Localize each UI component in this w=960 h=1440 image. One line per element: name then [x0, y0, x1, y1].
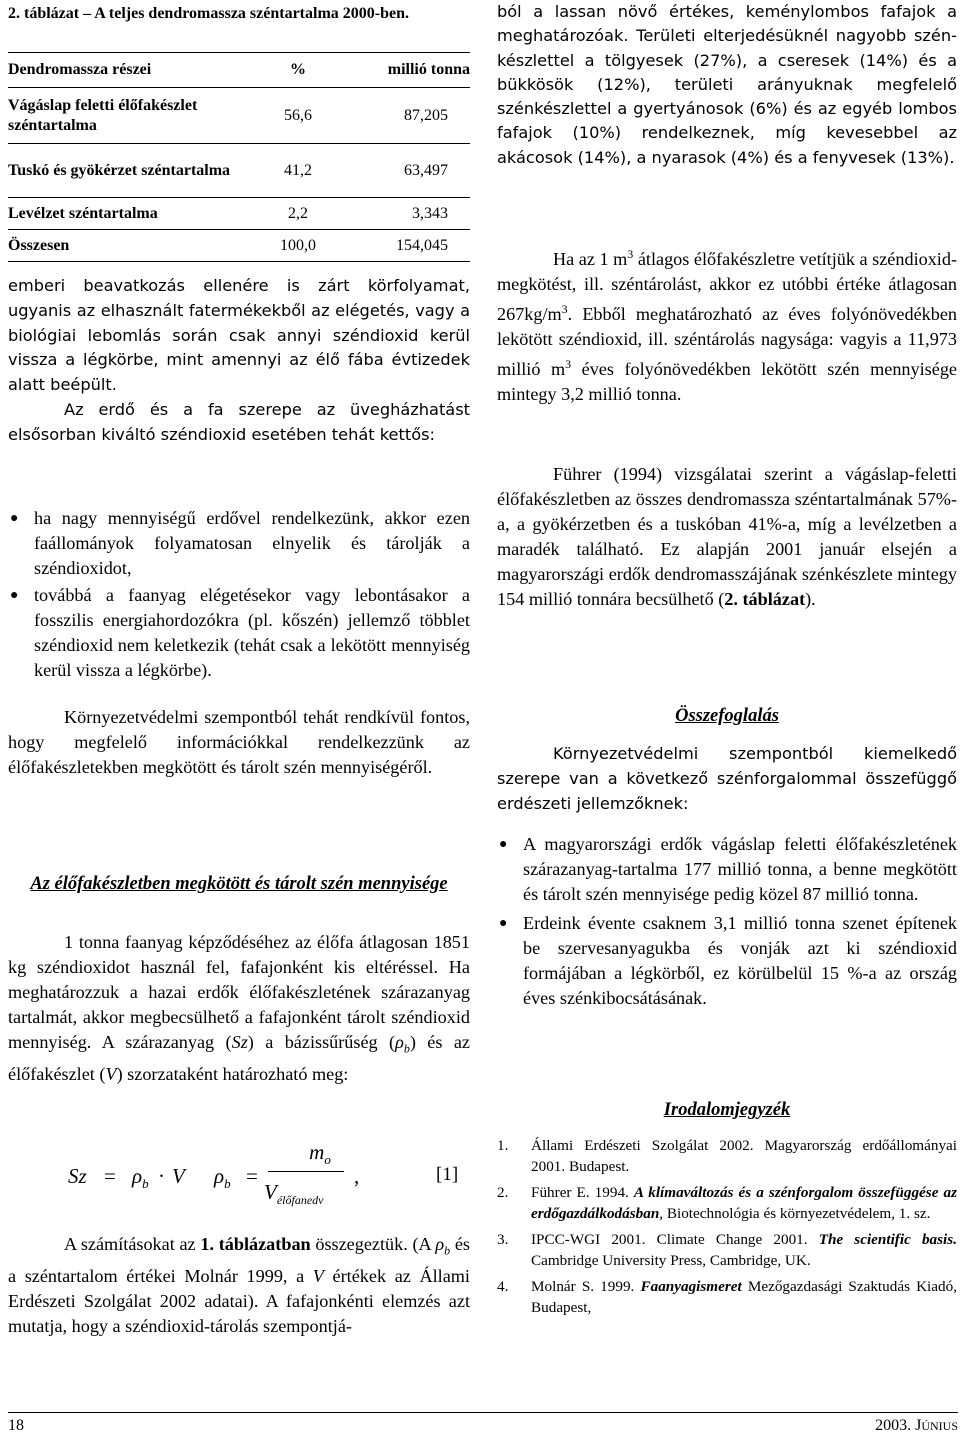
- table-row: [8, 198, 470, 230]
- paragraph: Az erdő és a fa szerepe az üvegházhatást elsősorban kiváltó széndioxid esetében tehát kettős:: [8, 399, 470, 444]
- paragraph: Környezetvédelmi szempontból kiemelkedő szerepe van a következő szénforgalommal összefüggő erdészeti jellemzőknek:: [497, 744, 957, 813]
- list-item: ● továbbá a faanyag elégetésekor vagy lebontásakor a fosszilis energiahordozókra (pl. kőszén) jellemző többlet széndioxid nem keletkezik (tehát csak a lekötött mennyiség kerül vissza a légkörbe).: [10, 585, 470, 680]
- table-row-percent: 100,0: [248, 230, 348, 262]
- table-row-million-tonnes: 63,497: [348, 144, 470, 198]
- paragraph: 1 tonna faanyag képződéséhez az élőfa átlagosan 1851 kg széndioxidot használ fel, fafajonként kis eltéréssel. Ha meghatározzuk a hazai erdők élőfakészletének szárazanyag tartalmát, akkor megbecsülhető a fafajonként tárolt széndioxid mennyiség. A szárazanyag (Sz) a bázissűrűség $(\rho_b)$ és az élőfakészlet (V) szorzataként határozható meg:: [8, 932, 471, 1084]
- formula: Sz = $\rho_b$ · V $\rho_b$ = $m_o$ $V_{élőfanedv}$ , [1]: [68, 1140, 459, 1208]
- table-header-row: [8, 53, 470, 88]
- table-row-percent: 2,2: [248, 198, 348, 230]
- table-row-label: Tuskó és gyökérzet széntartalma: [8, 161, 231, 179]
- summary-bullet-list: [497, 832, 957, 1011]
- table-row-label: Levélzet széntartalma: [8, 204, 158, 222]
- table-row-percent: 56,6: [248, 88, 348, 144]
- list-item: ● A magyarországi erdők vágáslap feletti élőfakészletének szárazanyag-tartalma 177 millió tonna, a benne megkötött és tárolt szén mennyisége pedig közel 87 millió tonna.: [499, 834, 957, 904]
- summary-title: Összefoglalás: [675, 706, 779, 726]
- bullet-list: [8, 506, 470, 683]
- reference-item: 1. Állami Erdészeti Szolgálat 2002. Magyarország erdőállományai 2001. Budapest.: [497, 1137, 957, 1175]
- table-row-million-tonnes: 3,343: [348, 198, 470, 230]
- table-row: [8, 144, 470, 198]
- references-title: Irodalomjegyzék: [663, 1100, 791, 1120]
- table-row-percent: 41,2: [248, 144, 348, 198]
- reference-item: 3. IPCC-WGI 2001. Climate Change 2001. The scientific basis. Cambridge University Press, Cambridge, UK.: [497, 1231, 957, 1269]
- table-row: [8, 88, 470, 144]
- paragraph: A számításokat az 1. táblázatban összegeztük. (A $\rho_b$ és a széntartalom értékei Molnár 1999, a V értékek az Állami Erdészeti Szolgálat 2002 adatai). A fafajonkénti elemzés azt mutatja, hogy a széndioxid-tárolás szempontjá-: [8, 1234, 470, 1336]
- paragraph: ból a lassan növő értékes, keménylombos fafajok a meghatározóak. Területi elterjedésüknél nagyobb szén-készlettel a tölgyesek (27%), a cseresek (14%) és a bükkösök (12%), területi arányuknak megfelelő szénkészlettel a gyertyánosok (6%) és az egyéb lombos fafajok (10%) rendelkeznek, míg kevesebbel az akácosok (14%), a nyarasok (4%) és a fenyvesek (13%).: [497, 2, 957, 167]
- table-row-label: Összesen: [8, 236, 70, 254]
- paragraph: Ha az 1 $m^3$ átlagos élőfakészletre vetítjük a széndioxid-megkötést, ill. széntárolást, akkor ez utóbbi értéke átlagosan $267kg/m^3$. Ebből meghatározható az éves folyónövedékben lekötött széndioxid, ill. széntárolás nagysága: vagyis a 11,973 millió $m^3$ éves folyónövedékben lekötött szén mennyisége mintegy 3,2 millió tonna.: [497, 247, 958, 405]
- list-item: ● ha nagy mennyiségű erdővel rendelkezünk, akkor ezen faállományok folyamatosan elnyelik és tárolják a széndioxidot,: [10, 508, 470, 578]
- table-caption: 2. táblázat – A teljes dendromassza széntartalma 2000-ben.: [8, 5, 409, 22]
- bullet-icon: ●: [10, 511, 19, 526]
- table-row-million-tonnes: 154,045: [348, 230, 470, 262]
- bullet-icon: ●: [499, 837, 508, 852]
- bullet-icon: ●: [10, 588, 19, 603]
- table-header-percent: %: [290, 61, 306, 78]
- data-table: [8, 52, 470, 262]
- paragraph: Környezetvédelmi szempontból tehát rendkívül fontos, hogy megfelelő információkkal rendelkezzünk az élőfakészletekben megkötött és tárolt szén mennyiségéről.: [8, 707, 470, 777]
- section-title: Az élőfakészletben megkötött és tárolt szén mennyisége: [30, 874, 448, 894]
- table-row-total: [8, 230, 470, 262]
- list-item: ● Erdeink évente csaknem 3,1 millió tonna szenet építenek be szervesanyagukba és vonják azt ki széndioxid formájában a légkörből, ez körülbelül 15 %-a az ország éves szénkibocsátásának.: [499, 913, 957, 1008]
- paragraph: Führer (1994) vizsgálatai szerint a vágáslap-feletti élőfakészletben az összes dendromassza széntartalmának 57%-a, a gyökérzetben és a tuskóban 41%-a, míg a levélzetben a maradék található. Ez alapján 2001 január elsején a magyarországi erdők dendromasszájának szénkészlete mintegy 154 millió tonnára becsülhető (2. táblázat).: [497, 464, 957, 609]
- table-row-label: Vágáslap feletti élőfakészlet széntartalma: [8, 96, 198, 134]
- paragraph: emberi beavatkozás ellenére is zárt körfolyamat, ugyanis az elhasznált fatermékekből az elégetés, vagy a biológiai lebomlás során csak annyi széndioxid kerül vissza a légkörbe, mint amennyi az élő fába évtizedek alatt beépült.: [8, 276, 470, 395]
- table-header-label: Dendromassza részei: [8, 61, 152, 78]
- reference-item: 2. Führer E. 1994. A klímaváltozás és a szénforgalom összefüggése az erdőgazdálkodásban, Biotechnológia és környezetvédelem, 1. sz.: [497, 1184, 957, 1222]
- reference-item: 4. Molnár S. 1999. Faanyagismeret Mezőgazdasági Szaktudás Kiadó, Budapest,: [497, 1278, 958, 1316]
- bullet-icon: ●: [499, 916, 508, 931]
- issue-date: 2003. JÚNIUS: [875, 1417, 958, 1434]
- page-number: 18: [8, 1417, 24, 1434]
- page-footer: [8, 1412, 958, 1434]
- table-header-million-tonnes: millió tonna: [387, 61, 470, 78]
- table-row-million-tonnes: 87,205: [348, 88, 470, 144]
